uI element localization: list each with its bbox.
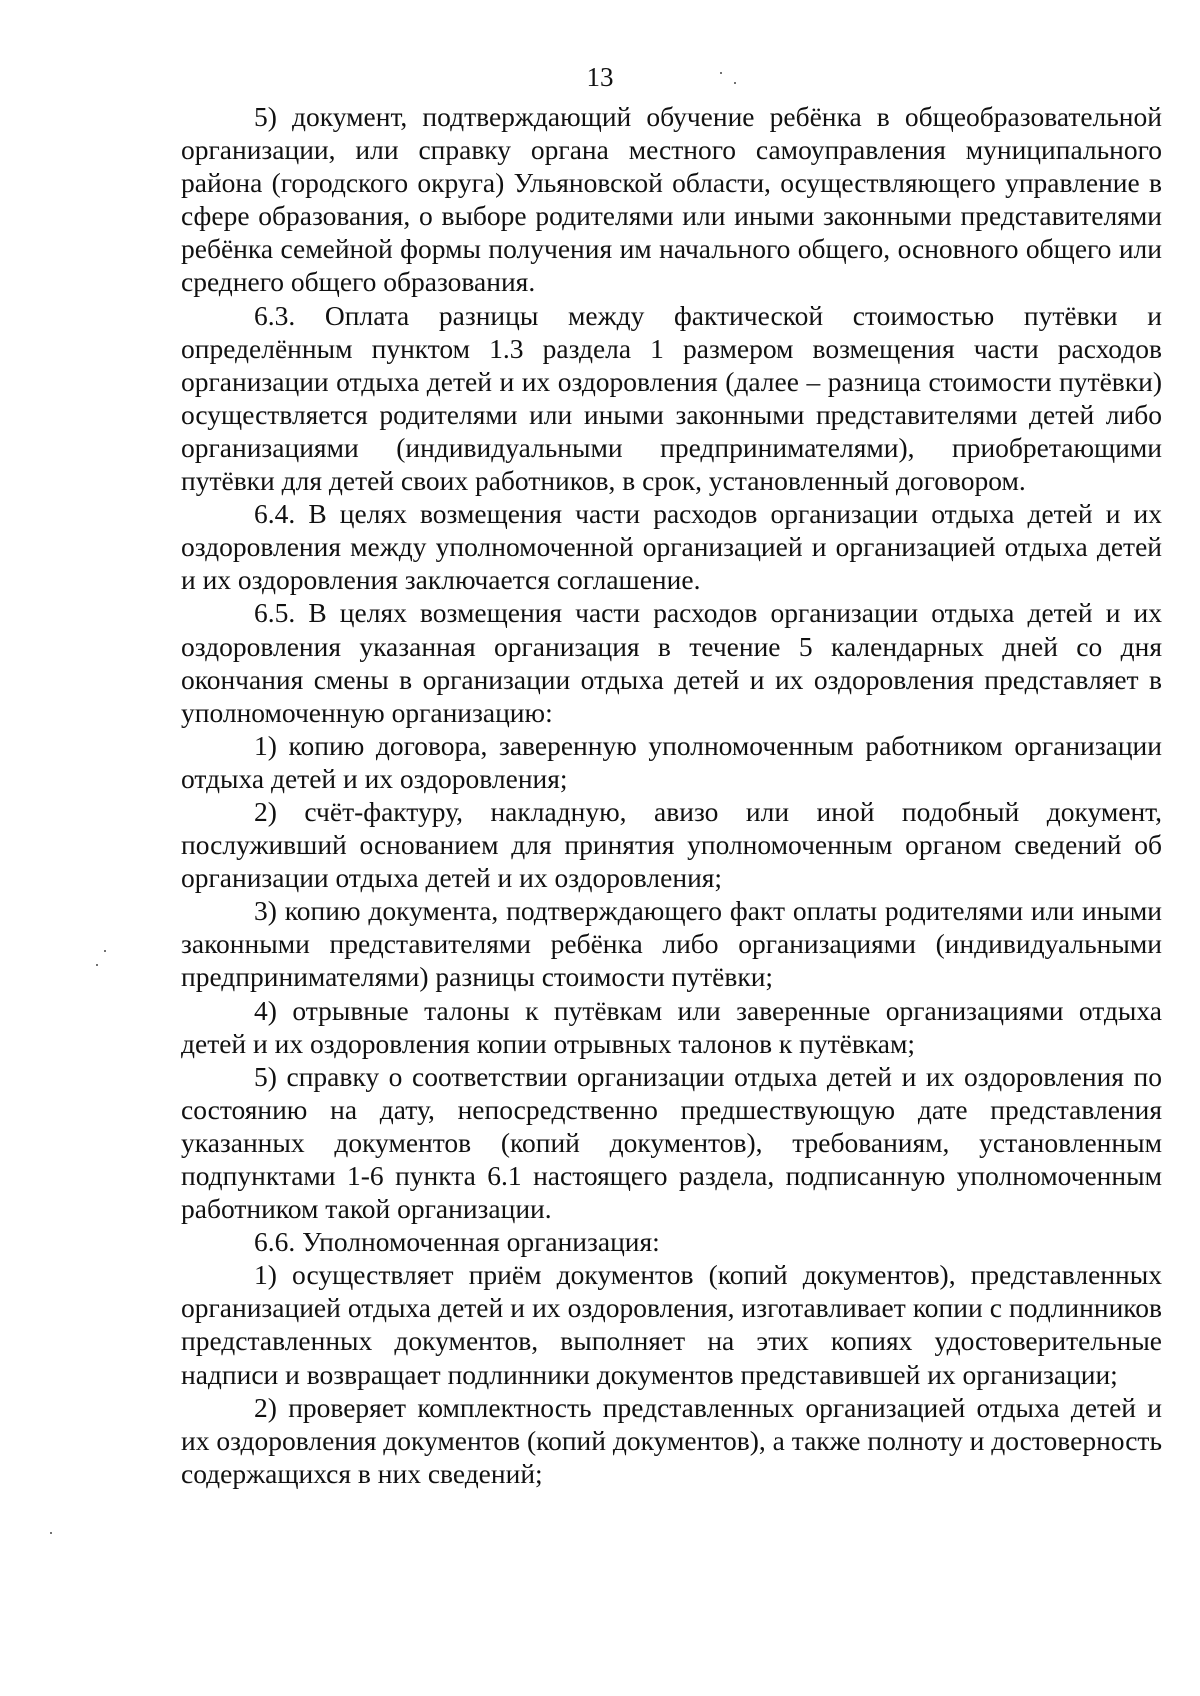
- scan-speck: [96, 964, 98, 966]
- paragraph-6-5-item-1: 1) копию договора, заверенную уполномоченным работником организации отдыха детей и их оздоровления;: [181, 729, 1162, 794]
- page-number: 13: [586, 62, 614, 92]
- paragraph-6-5-item-3: 3) копию документа, подтверждающего факт оплаты родителями или иными законными представителями ребёнка либо организациями (индивидуальными предпринимателями) разницы стоимости путёвки;: [181, 895, 1162, 993]
- paragraph-6-6-item-2: 2) проверяет комплектность представленных организацией отдыха детей и их оздоровления документов (копий документов), а также полноту и достоверность содержащихся в них сведений;: [181, 1391, 1162, 1489]
- paragraph-6-5-item-4: 4) отрывные талоны к путёвкам или заверенные организациями отдыха детей и их оздоровления копии отрывных талонов к путёвкам;: [181, 994, 1162, 1059]
- scan-speck: [734, 82, 736, 84]
- document-body: [181, 100, 1162, 1490]
- scan-speck: [720, 72, 722, 74]
- paragraph-6-5-item-5: 5) справку о соответствии организации отдыха детей и их оздоровления по состоянию на дату, непосредственно предшествующую дате представления указанных документов (копий документов), требованиям, установленным подпунктами 1-6 пункта 6.1 настоящего раздела, подписанную уполномоченным работником такой организации.: [181, 1060, 1162, 1225]
- paragraph-6-4: 6.4. В целях возмещения части расходов организации отдыха детей и их оздоровления между уполномоченной организацией и организацией отдыха детей и их оздоровления заключается соглашение.: [181, 498, 1162, 596]
- paragraph-6-6-item-1: 1) осуществляет приём документов (копий документов), представленных организацией отдыха детей и их оздоровления, изготавливает копии с подлинников представленных документов, выполняет на этих копиях удостоверительные надписи и возвращает подлинники документов представившей их организации;: [181, 1259, 1162, 1390]
- scan-speck: [50, 1532, 52, 1534]
- paragraph-6-6: 6.6. Уполномоченная организация:: [254, 1226, 660, 1258]
- paragraph-6-3: 6.3. Оплата разницы между фактической стоимостью путёвки и определённым пунктом 1.3 раздела 1 размером возмещения части расходов организации отдыха детей и их оздоровления (далее – разница стоимости путёвки) осуществляется родителями или иными законными представителями детей либо организациями (индивидуальными предпринимателями), приобретающими путёвки для детей своих работников, в срок, установленный договором.: [181, 299, 1162, 497]
- paragraph-6-5: 6.5. В целях возмещения части расходов организации отдыха детей и их оздоровления указанная организация в течение 5 календарных дней со дня окончания смены в организации отдыха детей и их оздоровления представляет в уполномоченную организацию:: [181, 597, 1162, 728]
- scan-speck: [104, 950, 106, 952]
- paragraph-6-5-item-2: 2) счёт-фактуру, накладную, авизо или иной подобный документ, послуживший основанием для принятия уполномоченным органом сведений об организации отдыха детей и их оздоровления;: [181, 795, 1162, 894]
- paragraph-item-5-document: 5) документ, подтверждающий обучение ребёнка в общеобразовательной организации, или справку органа местного самоуправления муниципального района (городского округа) Ульяновской области, осуществляющего управление в сфере образования, о выборе родителями или иными законными представителями ребёнка семейной формы получения им начального общего, основного общего или среднего общего образования.: [181, 101, 1162, 298]
